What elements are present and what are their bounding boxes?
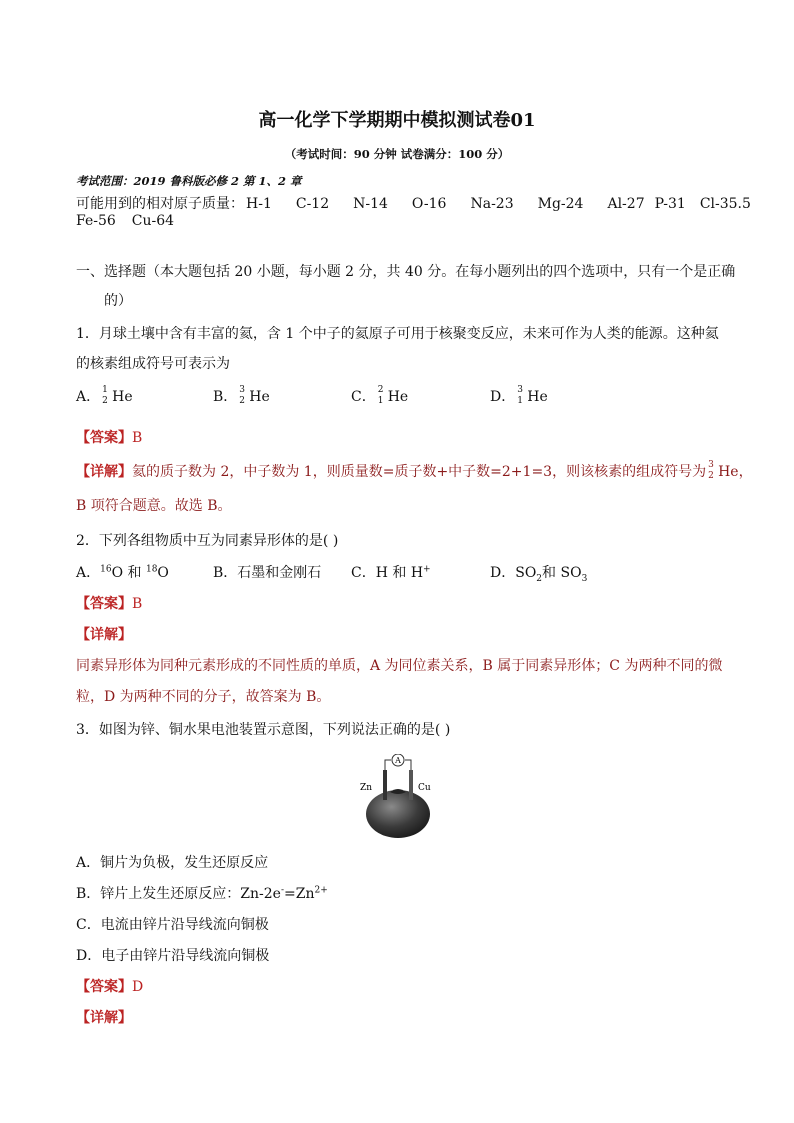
q3-detail-label: 【详解】 bbox=[76, 1010, 132, 1026]
zinc-electrode bbox=[383, 770, 387, 800]
section-heading-cont: 的） bbox=[104, 293, 132, 309]
q3-option-d: D．电子由锌片沿导线流向铜极 bbox=[76, 948, 270, 964]
fruit-battery-figure bbox=[356, 754, 438, 840]
q2-option-b: B．石墨和金刚石 bbox=[213, 565, 322, 581]
mass-number: 3 bbox=[517, 385, 523, 395]
isotope-notation bbox=[706, 462, 718, 482]
q2-detail-cont: 粒，D 为两种不同的分子，故答案为 B。 bbox=[76, 689, 331, 705]
detail-text: 氦的质子数为 2，中子数为 1，则质量数=质子数+中子数=2+1=3，则该核素的组成符号为 bbox=[132, 464, 707, 480]
q1-detail bbox=[76, 461, 753, 482]
mass-item: C-12 bbox=[295, 196, 330, 212]
mass-item: Cu-64 bbox=[131, 213, 175, 229]
atomic-number: 1 bbox=[517, 396, 523, 406]
atomic-mass-line bbox=[76, 193, 751, 213]
exam-info: （考试时间：90 分钟 试卷满分：100 分） bbox=[284, 147, 510, 161]
q3-answer bbox=[76, 976, 143, 996]
mass-number: 2 bbox=[377, 385, 384, 395]
answer-value: D bbox=[132, 979, 144, 995]
mass-item: N-14 bbox=[353, 196, 388, 212]
isotope-notation bbox=[376, 387, 388, 407]
copper-electrode bbox=[409, 770, 413, 800]
option-text: =Zn bbox=[284, 886, 315, 902]
element-symbol: He， bbox=[718, 464, 753, 480]
q2-answer bbox=[76, 593, 142, 613]
element-symbol: He bbox=[387, 389, 409, 405]
q3-option-b bbox=[76, 883, 328, 903]
q2-option-c bbox=[351, 562, 431, 582]
q1-stem-cont: 的核素组成符号可表示为 bbox=[76, 356, 230, 372]
wire-right bbox=[405, 760, 411, 770]
atomic-number: 2 bbox=[708, 471, 714, 481]
mass-number: 3 bbox=[239, 385, 246, 395]
copper-label: Cu bbox=[418, 783, 431, 793]
mass-item: O-16 bbox=[411, 196, 447, 212]
q3-option-c: C．电流由锌片沿导线流向铜极 bbox=[76, 917, 269, 933]
charge: - bbox=[280, 885, 285, 896]
atomic-number: 2 bbox=[102, 396, 108, 406]
detail-label: 【详解】 bbox=[76, 464, 132, 480]
option-letter: A． bbox=[76, 389, 101, 405]
mass-number: 16 bbox=[100, 564, 112, 575]
mass-number: 18 bbox=[145, 564, 158, 575]
atomic-mass-line-2 bbox=[76, 213, 198, 229]
answer-label: 【答案】 bbox=[76, 596, 132, 612]
element-symbol: He bbox=[527, 389, 548, 405]
section-heading: 一、选择题（本大题包括 20 小题，每小题 2 分，共 40 分。在每小题列出的四个选项中，只有一个是正确 bbox=[76, 264, 736, 280]
isotope-notation bbox=[515, 387, 527, 407]
answer-label: 【答案】 bbox=[76, 979, 132, 995]
mass-item: Fe-56 bbox=[76, 213, 116, 229]
mass-number: 1 bbox=[102, 385, 108, 395]
option-letter: C． bbox=[351, 389, 376, 405]
charge: + bbox=[423, 564, 431, 575]
mass-item: P-31 bbox=[654, 196, 686, 212]
mass-item: Mg-24 bbox=[537, 196, 584, 212]
mass-item: Cl-35.5 bbox=[699, 196, 751, 212]
element-symbol: He bbox=[249, 389, 270, 405]
q1-option-b bbox=[213, 386, 270, 407]
option-text: D．SO bbox=[490, 565, 537, 581]
option-letter: D． bbox=[490, 389, 516, 405]
q2-stem: 2．下列各组物质中互为同素异形体的是( ) bbox=[76, 533, 339, 549]
q2-option-d bbox=[490, 562, 587, 584]
isotope-notation bbox=[100, 387, 112, 407]
subscript: 2 bbox=[536, 573, 543, 584]
atomic-mass-label: 可能用到的相对原子质量： bbox=[76, 196, 244, 212]
q3-stem: 3．如图为锌、铜水果电池装置示意图，下列说法正确的是( ) bbox=[76, 722, 451, 738]
q1-detail-cont: B 项符合题意。故选 B。 bbox=[76, 498, 232, 514]
option-letter: B． bbox=[213, 389, 238, 405]
answer-label: 【答案】 bbox=[76, 430, 132, 446]
option-letter: A． bbox=[76, 565, 101, 581]
mass-item: H-1 bbox=[246, 196, 272, 212]
answer-value: B bbox=[132, 430, 143, 446]
option-text: O bbox=[157, 565, 169, 581]
mass-item: Na-23 bbox=[470, 196, 514, 212]
option-text: 和 SO bbox=[542, 565, 582, 581]
atomic-number: 2 bbox=[239, 396, 246, 406]
q2-detail-label: 【详解】 bbox=[76, 627, 132, 643]
isotope-notation bbox=[237, 387, 249, 407]
element-symbol: He bbox=[112, 389, 133, 405]
answer-value: B bbox=[132, 596, 143, 612]
q1-option-c bbox=[351, 386, 408, 407]
ammeter-label: A bbox=[395, 756, 401, 765]
subscript: 3 bbox=[581, 573, 588, 584]
q1-option-a bbox=[76, 386, 133, 407]
mass-number: 3 bbox=[708, 460, 714, 470]
exam-scope: 考试范围：2019 鲁科版必修 2 第 1、2 章 bbox=[76, 174, 302, 188]
wire-left bbox=[385, 760, 391, 770]
q2-detail: 同素异形体为同种元素形成的不同性质的单质，A 为同位素关系，B 属于同素异形体；C 为两种不同的微 bbox=[76, 658, 723, 674]
q1-stem: 1．月球土壤中含有丰富的氦，含 1 个中子的氦原子可用于核聚变反应，未来可作为人类的能源。这种氦 bbox=[76, 326, 719, 342]
q1-answer bbox=[76, 427, 142, 447]
mass-item: Al-27 bbox=[607, 196, 645, 212]
atomic-number: 1 bbox=[377, 396, 384, 406]
q3-option-a: A．铜片为负极，发生还原反应 bbox=[76, 855, 269, 871]
option-text: C．H 和 H bbox=[351, 565, 424, 581]
zinc-label: Zn bbox=[360, 783, 373, 793]
option-text: O 和 bbox=[111, 565, 146, 581]
charge: 2+ bbox=[314, 885, 328, 896]
page-title: 高一化学下学期期中模拟测试卷01 bbox=[258, 110, 536, 131]
q2-option-a bbox=[76, 562, 169, 582]
q1-option-d bbox=[490, 386, 548, 407]
option-text: B．锌片上发生还原反应：Zn-2e bbox=[76, 886, 281, 902]
tomato-shape bbox=[366, 790, 430, 838]
